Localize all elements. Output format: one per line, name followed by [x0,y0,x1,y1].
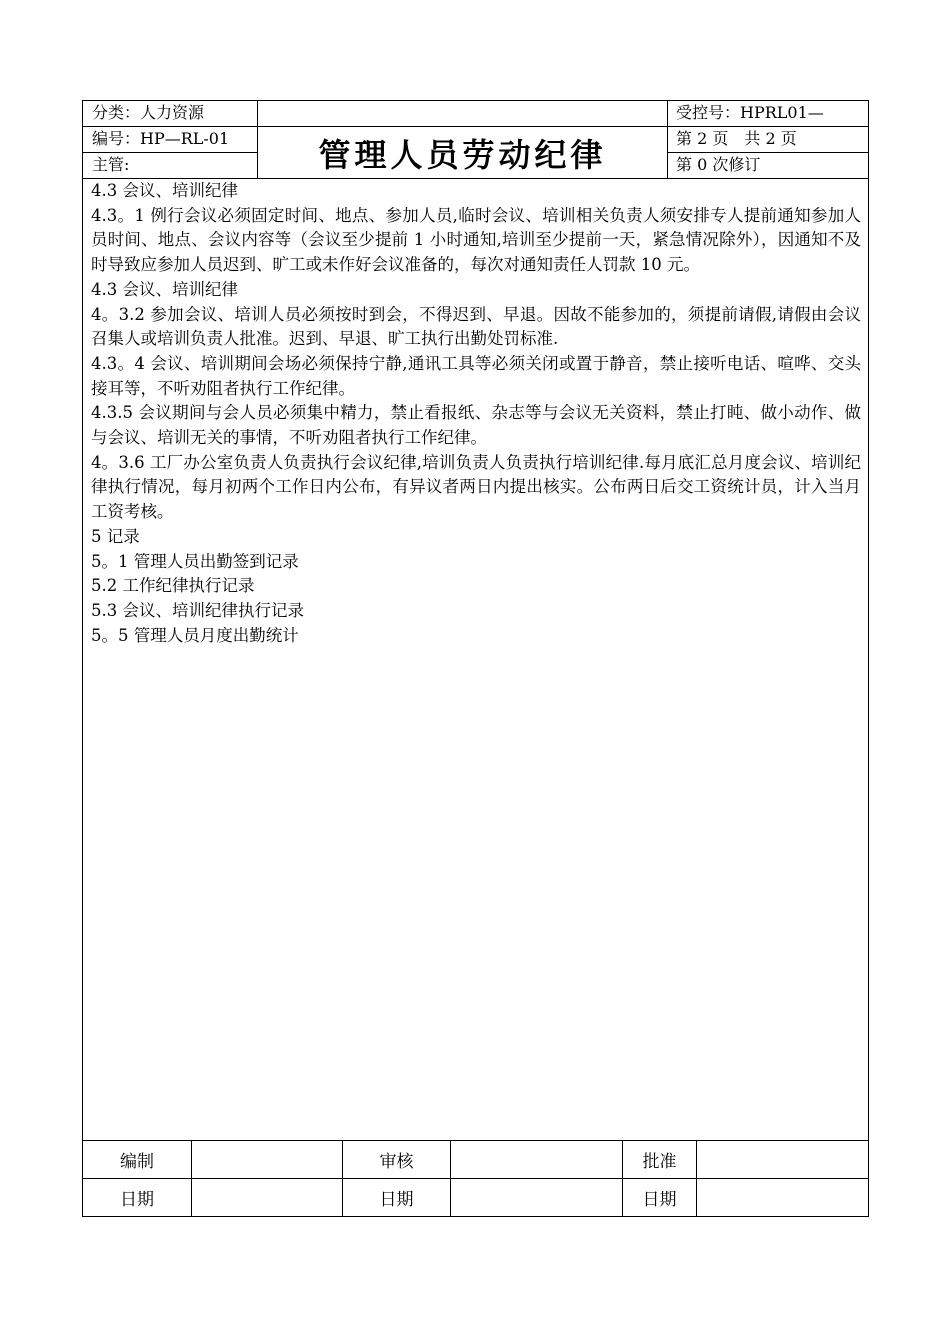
document-number-cell: 编号：HP—RL-01 [92,129,230,148]
header-divider [667,101,668,179]
header-divider [257,101,258,179]
document-title: 管理人员劳动纪律 [318,136,607,174]
paragraph: 4。3.6 工厂办公室负责人负责执行会议纪律,培训负责人负责执行培训纪律.每月底汇总月度会议、培训纪律执行情况，每月初两个工作日内公布，有异议者两日内提出核实。公布两日后交工资统计员，计入当月工资考核。 [91,452,861,522]
header-divider [667,126,868,127]
paragraph: 4.3。4 会议、培训期间会场必须保持宁静,通讯工具等必须关闭或置于静音，禁止接听电话、喧哗、交头接耳等，不听劝阻者执行工作纪律。 [91,353,861,398]
revision-cell: 第 0 次修订 [676,155,761,174]
compile-date-field[interactable] [192,1179,342,1216]
paragraph: 5。1 管理人员出勤签到记录 [91,551,299,571]
paragraph: 4。3.2 参加会议、培训人员必须按时到会，不得迟到、早退。因故不能参加的，须提前请假,请假由会议召集人或培训负责人批准。迟到、早退、旷工执行出勤处罚标准. [91,304,861,349]
header-divider [83,152,258,153]
control-number-cell: 受控号：HPRL01— [676,103,824,122]
supervisor-cell: 主管: [92,155,130,174]
header-table [83,101,868,179]
compile-label: 编制 [120,1152,154,1172]
signoff-table [83,1140,868,1216]
approve-value-field[interactable] [697,1141,868,1178]
paragraph: 4.3.5 会议期间与会人员必须集中精力，禁止看报纸、杂志等与会议无关资料，禁止打盹、做小动作、做与会议、培训无关的事情，不听劝阻者执行工作纪律。 [91,403,861,448]
paragraph: 5 记录 [91,526,140,546]
document-page [82,100,869,1217]
document-body [91,179,861,648]
review-value-field[interactable] [451,1141,622,1178]
review-date-field[interactable] [451,1179,622,1216]
header-divider [667,152,868,153]
paragraph: 5.3 会议、培训纪律执行记录 [91,600,304,620]
review-date-label: 日期 [379,1190,414,1210]
paragraph: 5.2 工作纪律执行记录 [91,576,255,596]
page-info-cell: 第 2 页 共 2 页 [676,129,797,148]
paragraph: 4.3。1 例行会议必须固定时间、地点、参加人员,临时会议、培训相关负责人须安排专人提前通知参加人员时间、地点、会议内容等（会议至少提前 1 小时通知,培训至少提前一天，紧急情况除外），因通知不及时导致应参加人员迟到、旷工或未作好会议准备的，每次对通知责任人罚款 10 元。 [91,205,861,275]
paragraph: 5。5 管理人员月度出勤统计 [91,625,299,645]
compile-value-field[interactable] [192,1141,342,1178]
compile-date-label: 日期 [120,1190,154,1210]
paragraph: 4.3 会议、培训纪律 [91,279,238,299]
header-divider [257,126,668,127]
approve-date-field[interactable] [697,1179,868,1216]
header-divider [83,126,258,127]
category-cell: 分类：人力资源 [92,103,205,122]
paragraph: 4.3 会议、培训纪律 [91,181,238,200]
approve-label: 批准 [642,1152,677,1172]
approve-date-label: 日期 [642,1190,677,1210]
review-label: 审核 [379,1152,414,1172]
